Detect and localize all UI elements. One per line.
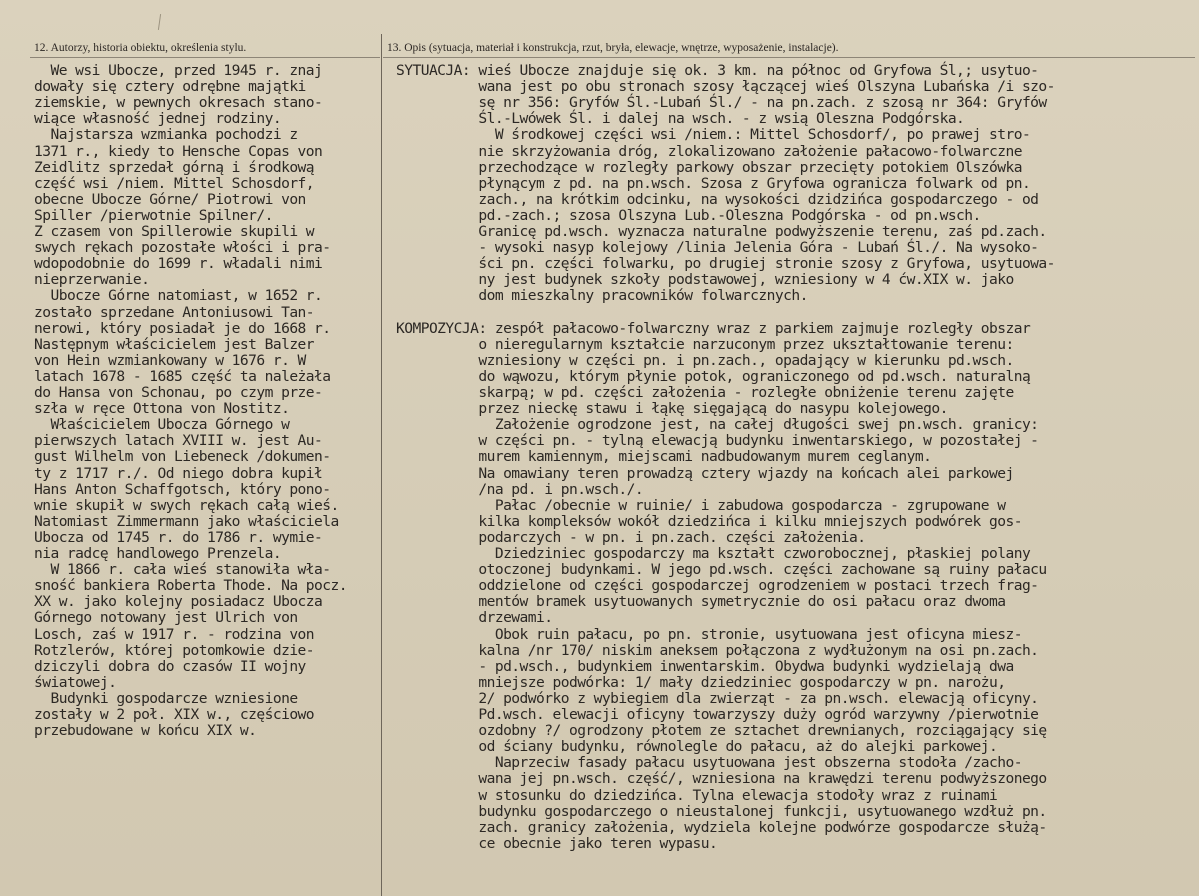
text-line: nerowi, który posiadał je do 1668 r. [34, 319, 331, 337]
text-line: Założenie ogrodzone jest, na całej długości swej pn.wsch. granicy: [396, 416, 1039, 434]
text-line: kilka kompleksów wokół dziedzińca i kilku mniejszych podwórek gos- [396, 512, 1022, 530]
text-line: /na pd. i pn.wsch./. [396, 480, 644, 498]
text-line: obecne Ubocze Górne/ Piotrowi von [34, 190, 306, 208]
text-line: część wsi /niem. Mittel Schosdorf, [34, 174, 315, 192]
text-line: Najstarsza wzmianka pochodzi z [34, 126, 298, 144]
text-line: 1371 r., kiedy to Hensche Copas von [34, 142, 323, 160]
text-line: mentów bramek usytuowanych symetrycznie do osi pałacu oraz dwoma [396, 593, 1006, 611]
text-line: wdopodobnie do 1699 r. władali nimi [34, 255, 323, 273]
text-line: KOMPOZYCJA: zespół pałacowo-folwarczny wraz z parkiem zajmuje rozległy obszar [396, 319, 1031, 337]
text-line: płynącym z pd. na pn.wsch. Szosa z Gryfowa ogranicza folwark od pn. [396, 174, 1031, 192]
text-line: zach., na krótkim odcinku, na wysokości dzidzińca gospodarczego - od [396, 190, 1039, 208]
text-line: W 1866 r. cała wieś stanowiła wła- [34, 561, 331, 579]
text-line: pd.-zach.; szosa Olszyna Lub.-Oleszna Podgórska - od pn.wsch. [396, 206, 981, 224]
history-column [0, 0, 383, 896]
text-line: Ubocza od 1745 r. do 1786 r. wymie- [34, 528, 323, 546]
text-line: Spiller /pierwotnie Spilner/. [34, 206, 273, 224]
text-line: Śl.-Lwówek Śl. i dalej na wsch. - z wsią Oleszna Podgórska. [396, 110, 965, 128]
text-line: XX w. jako kolejny posiadacz Ubocza [34, 593, 323, 611]
text-line: swych rękach pozostałe włości i pra- [34, 239, 331, 257]
text-line: dowały się cztery odrębne majątki [34, 78, 306, 96]
text-line: murem kamiennym, miejscami nadbudowanym murem ceglanym. [396, 448, 932, 466]
text-line: Następnym właścicielem jest Balzer [34, 335, 315, 353]
text-line: zach. granicy założenia, wydziela kolejne podwórze gospodarcze służą- [396, 818, 1047, 836]
text-line: von Hein wzmiankowany w 1676 r. W [34, 351, 306, 369]
text-line: ce obecnie jako teren wypasu. [396, 834, 718, 852]
text-line: sność bankiera Roberta Thode. Na pocz. [34, 577, 347, 595]
text-line: Budynki gospodarcze wzniesione [34, 689, 298, 707]
text-line: podarczych - w pn. i pn.zach. części założenia. [396, 528, 866, 546]
text-line: mniejsze podwórka: 1/ mały dziedziniec gospodarczy w pn. narożu, [396, 673, 1006, 691]
text-line: wiące własność jednej rodziny. [34, 110, 282, 128]
text-line: - pd.wsch., budynkiem inwentarskim. Obydwa budynki wydzielają dwa [396, 657, 1014, 675]
text-line: W środkowej części wsi /niem.: Mittel Schosdorf/, po prawej stro- [396, 126, 1031, 144]
text-line: wana jej pn.wsch. część/, wzniesiona na krawędzi terenu podwyższonego [396, 770, 1047, 788]
text-line: przebudowane w końcu XIX w. [34, 722, 257, 740]
text-line: oddzielone od części gospodarczej ogrodzeniem w postaci trzech frag- [396, 577, 1039, 595]
text-line: SYTUACJA: wieś Ubocze znajduje się ok. 3 km. na północ od Gryfowa Śl,; usytuo- [396, 62, 1039, 79]
text-line: od ściany budynku, równolegle do pałacu, aż do alejki parkowej. [396, 738, 998, 756]
text-line: o nieregularnym kształcie narzuconym przez ukształtowanie terenu: [396, 335, 1014, 353]
text-line: ozdobny ?/ ogrodzony płotem ze sztachet drewnianych, rozciągający się [396, 722, 1047, 740]
text-line: zostało sprzedane Antoniusowi Tan- [34, 303, 315, 321]
left-column-header: 12. Autorzy, historia obiektu, określenia stylu. [34, 42, 247, 54]
text-line: Pd.wsch. elewacji oficyny towarzyszy duży ogród warzywny /pierwotnie [396, 706, 1039, 723]
text-line: nie skrzyżowania dróg, zlokalizowano założenie pałacowo-folwarczne [396, 142, 1022, 160]
text-line: przez nieckę stawu i łąkę sięgającą do nasypu kolejowego. [396, 400, 948, 418]
text-line: Na omawiany teren prowadzą cztery wjazdy na końcach alei parkowej [396, 464, 1014, 482]
text-line: Ubocze Górne natomiast, w 1652 r. [34, 287, 323, 305]
text-line: wana jest po obu stronach szosy łączącej wieś Olszyna Lubańska /i szo- [396, 78, 1055, 96]
text-line: dom mieszkalny pracowników folwarcznych. [396, 287, 808, 305]
text-line: Z czasem von Spillerowie skupili w [34, 223, 315, 240]
text-line: Rotzlerów, której potomkowie dzie- [34, 641, 315, 659]
right-column-header: 13. Opis (sytuacja, materiał i konstrukcja, rzut, bryła, elewacje, wnętrze, wyposażenie, instalacje). [387, 42, 839, 54]
text-line: do Hansa von Schonau, po czym prze- [34, 384, 323, 401]
text-line: ziemskie, w pewnych okresach stano- [34, 94, 323, 112]
text-line: światowej. [34, 673, 117, 691]
text-line: Obok ruin pałacu, po pn. stronie, usytuowana jest oficyna miesz- [396, 625, 1022, 643]
description-column [383, 0, 1199, 896]
text-line: dziczyli dobra do czasów II wojny [34, 657, 306, 675]
text-line: kalna /nr 170/ niskim aneksem połączona z wydłużonym na osi pn.zach. [396, 641, 1039, 659]
text-line: sę nr 356: Gryfów Śl.-Lubań Śl./ - na pn.zach. z szosą nr 364: Gryfów [396, 94, 1047, 112]
text-line: w stosunku do dziedzińca. Tylna elewacja stodoły wraz z ruinami [396, 786, 998, 804]
text-line: do wąwozu, którym płynie potok, ograniczonego od pd.wsch. naturalną [396, 367, 1031, 385]
text-line: nieprzerwanie. [34, 271, 150, 289]
text-line: zostały w 2 poł. XIX w., częściowo [34, 706, 315, 723]
text-line: Zeidlitz sprzedał górną i środkową [34, 158, 315, 176]
text-line: ny jest budynek szkoły podstawowej, wzniesiony w 4 ćw.XIX w. jako [396, 271, 1014, 289]
text-line: otoczonej budynkami. W jego pd.wsch. części zachowane są ruiny pałacu [396, 561, 1047, 579]
text-line: Dziedziniec gospodarczy ma kształt czworobocznej, płaskiej polany [396, 545, 1031, 562]
text-line: budynku gospodarczego o nieustalonej funkcji, usytuowanego wzdłuż pn. [396, 802, 1047, 820]
text-line: Naprzeciw fasady pałacu usytuowana jest obszerna stodoła /zacho- [396, 754, 1022, 772]
text-line: Właścicielem Ubocza Górnego w [34, 416, 290, 434]
text-line: przechodzące w rozległy parkowy obszar przecięty potokiem Olszówka [396, 158, 1022, 176]
text-line: ści pn. części folwarku, po drugiej stronie szosy z Gryfowa, usytuowa- [396, 255, 1055, 273]
text-line: Granicę pd.wsch. wyznacza naturalne podwyższenie terenu, zaś pd.zach. [396, 223, 1047, 240]
text-line: ty z 1717 r./. Od niego dobra kupił [34, 464, 323, 482]
text-line: Pałac /obecnie w ruinie/ i zabudowa gospodarcza - zgrupowane w [396, 496, 1006, 514]
text-line: wzniesiony w części pn. i pn.zach., opadający w kierunku pd.wsch. [396, 351, 1014, 369]
text-line: Natomiast Zimmermann jako właściciela [34, 512, 339, 530]
text-line: - wysoki nasyp kolejowy /linia Jelenia Góra - Lubań Śl./. Na wysoko- [396, 239, 1039, 257]
text-line: gust Wilhelm von Liebeneck /dokumen- [34, 448, 331, 466]
text-line: nia radcę handlowego Prenzela. [34, 545, 282, 562]
text-line: latach 1678 - 1685 część ta należała [34, 367, 331, 385]
text-line: drzewami. [396, 609, 553, 627]
text-line: w części pn. - tylną elewacją budynku inwentarskiego, w pozostałej - [396, 432, 1039, 450]
text-line: Losch, zaś w 1917 r. - rodzina von [34, 625, 315, 643]
text-line: Górnego notowany jest Ulrich von [34, 609, 298, 627]
text-line: szła w ręce Ottona von Nostitz. [34, 400, 290, 418]
text-line: pierwszych latach XVIII w. jest Au- [34, 432, 323, 450]
text-line: 2/ podwórko z wybiegiem dla zwierząt - za pn.wsch. elewacją oficyny. [396, 689, 1039, 707]
text-line: Hans Anton Schaffgotsch, który pono- [34, 480, 331, 498]
text-line: wnie skupił w swych rękach całą wieś. [34, 496, 339, 514]
text-line: skarpą; w pd. części założenia - rozległe obniżenie terenu zajęte [396, 384, 1014, 401]
text-line: We wsi Ubocze, przed 1945 r. znaj [34, 62, 323, 79]
